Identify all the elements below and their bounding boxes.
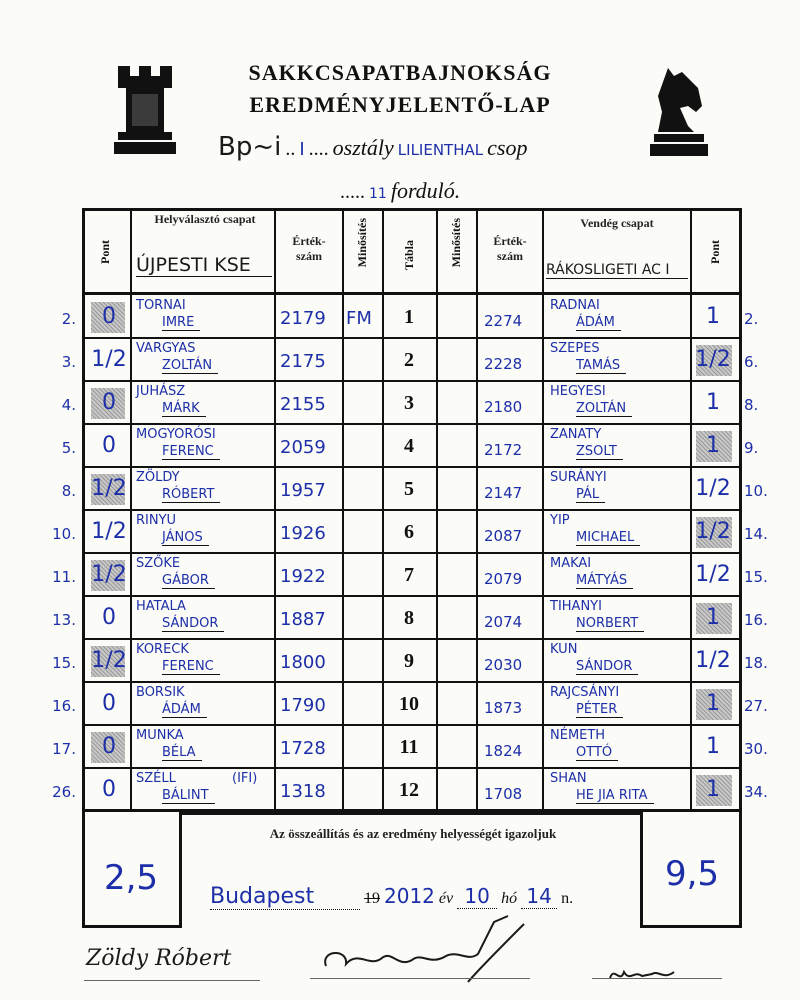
home-player-title: FM — [346, 308, 372, 329]
guest-player-rating: 2074 — [484, 613, 523, 631]
month: 10 — [457, 884, 497, 909]
guest-player-rating: 2274 — [484, 312, 523, 330]
home-rating-header: Érték- szám — [292, 234, 326, 263]
home-player-firstname: SZÉLL — [136, 771, 176, 786]
home-player-firstname: MUNKA — [136, 728, 184, 743]
guest-player-lastname: MICHAEL — [576, 531, 640, 546]
home-player-lastname: RÓBERT — [162, 488, 220, 503]
dots: .. — [285, 138, 296, 160]
home-player-points: 0 — [102, 304, 116, 329]
guest-player-points: 1/2 — [695, 562, 731, 587]
guest-player-firstname: SZEPES — [550, 341, 600, 356]
guest-player-rank: 16. — [744, 611, 768, 629]
home-player-rating: 1957 — [280, 480, 326, 501]
home-player-rating: 1926 — [280, 523, 326, 544]
form-title-line2: EREDMÉNYJELENTŐ-LAP — [249, 92, 551, 117]
home-player-lastname: SÁNDOR — [162, 617, 224, 632]
guest-player-firstname: SHAN — [550, 771, 587, 786]
ho: hó — [501, 890, 518, 907]
guest-player-rank: 2. — [744, 310, 759, 328]
row-divider — [82, 724, 742, 726]
guest-player-rating: 2147 — [484, 484, 523, 502]
guest-player-firstname: ZANATY — [550, 427, 602, 442]
home-player-note: (IFI) — [232, 771, 258, 786]
guest-player-firstname: RADNAI — [550, 298, 600, 313]
guest-player-firstname: MAKAI — [550, 556, 592, 571]
home-player-firstname: RINYU — [136, 513, 177, 528]
home-player-rank: 8. — [61, 482, 76, 500]
home-team-name: ÚJPESTI KSE — [136, 254, 272, 277]
home-player-rank: 5. — [61, 439, 76, 457]
guest-player-lastname: HE JIA RITA — [576, 789, 654, 804]
home-player-points: 1/2 — [91, 347, 127, 372]
guest-player-firstname: RAJCSÁNYI — [550, 685, 620, 700]
round-line — [340, 178, 540, 204]
home-total: 2,5 — [103, 858, 159, 898]
guest-total: 9,5 — [664, 854, 720, 894]
home-player-points: 0 — [102, 691, 116, 716]
row-divider — [82, 337, 742, 339]
guest-player-lastname: MÁTYÁS — [576, 574, 633, 589]
guest-points-header: Pont — [708, 240, 722, 264]
guest-player-rating: 1824 — [484, 742, 523, 760]
guest-player-lastname: PÁL — [576, 488, 605, 503]
board-number: 12 — [399, 779, 419, 801]
home-player-firstname: SZŐKE — [136, 556, 181, 571]
home-title-header: Minősítés — [355, 218, 369, 268]
row-divider — [82, 681, 742, 683]
guest-player-points: 1/2 — [695, 519, 731, 544]
board-number: 9 — [404, 650, 414, 672]
guest-player-lastname: SÁNDOR — [576, 660, 638, 675]
guest-player-firstname: NÉMETH — [550, 728, 606, 743]
guest-player-rank: 18. — [744, 654, 768, 672]
guest-player-rank: 34. — [744, 783, 768, 801]
home-points-header: Pont — [98, 240, 112, 264]
guest-player-rating: 2180 — [484, 398, 523, 416]
board-number: 10 — [399, 693, 419, 715]
dots: ..... — [340, 181, 365, 203]
home-player-rank: 26. — [52, 783, 76, 801]
round-word: forduló. — [390, 178, 461, 203]
year-printed: 19 — [364, 890, 380, 907]
row-divider — [82, 638, 742, 640]
guest-player-points: 1 — [706, 777, 720, 802]
guest-player-rank: 9. — [744, 439, 759, 457]
guest-player-rank: 10. — [744, 482, 768, 500]
guest-player-points: 1 — [706, 734, 720, 759]
guest-player-points: 1 — [706, 605, 720, 630]
guest-player-rank: 30. — [744, 740, 768, 758]
home-player-firstname: JUHÁSZ — [136, 384, 186, 399]
form-title-line1: SAKKCSAPATBAJNOKSÁG — [248, 60, 552, 85]
home-player-rating: 1922 — [280, 566, 326, 587]
year: 2012 — [384, 884, 435, 908]
guest-player-points: 1/2 — [695, 648, 731, 673]
home-player-points: 0 — [102, 605, 116, 630]
city: Budapest — [210, 884, 360, 910]
board-number: 11 — [399, 736, 419, 758]
home-player-firstname: MOGYORÓSI — [136, 427, 216, 442]
board-number: 5 — [404, 478, 414, 500]
home-player-points: 1/2 — [91, 519, 127, 544]
row-divider — [82, 509, 742, 511]
home-player-points: 1/2 — [91, 648, 127, 673]
home-player-rank: 11. — [52, 568, 76, 586]
ev: év — [438, 890, 454, 907]
guest-player-lastname: OTTÓ — [576, 746, 618, 761]
home-player-firstname: BORSIK — [136, 685, 185, 700]
guest-title-header: Minősítés — [449, 218, 463, 268]
guest-player-rating: 2079 — [484, 570, 523, 588]
board-number: 2 — [404, 349, 414, 371]
row-divider — [82, 767, 742, 769]
guest-player-lastname: PÉTER — [576, 703, 623, 718]
guest-team-label: Vendég csapat — [580, 216, 654, 230]
guest-player-rank: 6. — [744, 353, 759, 371]
home-player-lastname: ZOLTÁN — [162, 359, 218, 374]
row-divider — [82, 466, 742, 468]
guest-rating-header: Érték- szám — [493, 234, 527, 263]
row-divider — [82, 423, 742, 425]
guest-player-lastname: ÁDÁM — [576, 316, 621, 331]
board-number: 7 — [404, 564, 414, 586]
guest-player-points: 1 — [706, 433, 720, 458]
guest-player-rank: 27. — [744, 697, 768, 715]
home-player-firstname: ZÖLDY — [136, 470, 180, 485]
board-number: 1 — [404, 306, 414, 328]
home-player-firstname: KORECK — [136, 642, 189, 657]
home-player-rank: 3. — [61, 353, 76, 371]
board-number: 8 — [404, 607, 414, 629]
guest-player-firstname: SURÁNYI — [550, 470, 607, 485]
home-player-firstname: HATALA — [136, 599, 186, 614]
home-player-rank: 13. — [52, 611, 76, 629]
home-player-points: 1/2 — [91, 476, 127, 501]
home-player-lastname: MÁRK — [162, 402, 206, 417]
guest-player-lastname: ZOLTÁN — [576, 402, 632, 417]
board-number: 6 — [404, 521, 414, 543]
guest-player-firstname: HEGYESI — [550, 384, 606, 399]
day: 14 — [521, 884, 557, 909]
board-number: 3 — [404, 392, 414, 414]
home-player-firstname: VARGYAS — [136, 341, 196, 356]
guest-player-firstname: TIHANYI — [550, 599, 602, 614]
home-player-points: 0 — [102, 390, 116, 415]
home-player-rank: 2. — [61, 310, 76, 328]
signature-left: Zöldy Róbert — [86, 946, 232, 971]
guest-player-rating: 2030 — [484, 656, 523, 674]
guest-player-points: 1 — [706, 304, 720, 329]
home-player-rating: 2059 — [280, 437, 326, 458]
home-player-lastname: IMRE — [162, 316, 200, 331]
row-divider — [82, 380, 742, 382]
division-value: I — [299, 139, 305, 160]
home-player-rating: 1887 — [280, 609, 326, 630]
home-player-points: 0 — [102, 777, 116, 802]
division-prefix: Bp~i — [218, 132, 282, 162]
home-player-rating: 2175 — [280, 351, 326, 372]
certify-text: Az összeállítás és az eredmény helyességét igazoljuk — [269, 826, 557, 841]
home-player-points: 1/2 — [91, 562, 127, 587]
board-number: 4 — [404, 435, 414, 457]
home-player-rating: 2155 — [280, 394, 326, 415]
guest-player-firstname: KUN — [550, 642, 578, 657]
guest-player-lastname: TAMÁS — [576, 359, 626, 374]
guest-player-lastname: ZSOLT — [576, 445, 623, 460]
home-player-rank: 17. — [52, 740, 76, 758]
home-player-rank: 10. — [52, 525, 76, 543]
guest-player-rating: 1873 — [484, 699, 523, 717]
home-player-rank: 16. — [52, 697, 76, 715]
round-value: 11 — [369, 186, 387, 202]
home-player-lastname: FERENC — [162, 445, 220, 460]
home-player-lastname: FERENC — [162, 660, 220, 675]
home-player-firstname: TORNAI — [136, 298, 186, 313]
home-team-label: Helyválasztó csapat — [154, 212, 256, 226]
guest-player-points: 1/2 — [695, 476, 731, 501]
guest-player-rating: 2087 — [484, 527, 523, 545]
guest-player-lastname: NORBERT — [576, 617, 644, 632]
guest-player-firstname: YIP — [550, 513, 570, 528]
guest-player-rating: 2172 — [484, 441, 523, 459]
guest-player-points: 1 — [706, 390, 720, 415]
group-value: LILIENTHAL — [397, 141, 484, 159]
guest-player-rank: 14. — [744, 525, 768, 543]
home-player-rank: 15. — [52, 654, 76, 672]
home-player-lastname: BÉLA — [162, 746, 202, 761]
row-divider — [82, 552, 742, 554]
guest-player-points: 1/2 — [695, 347, 731, 372]
home-player-lastname: ÁDÁM — [162, 703, 207, 718]
dots: .... — [308, 138, 329, 160]
home-player-lastname: GÁBOR — [162, 574, 215, 589]
home-player-rating: 1790 — [280, 695, 326, 716]
guest-player-rank: 15. — [744, 568, 768, 586]
home-player-lastname: JÁNOS — [162, 531, 209, 546]
guest-team-name: RÁKOSLIGETI AC I — [546, 262, 688, 279]
home-player-rating: 2179 — [280, 308, 326, 329]
guest-player-rating: 1708 — [484, 785, 523, 803]
home-player-rating: 1800 — [280, 652, 326, 673]
signature-right — [604, 958, 684, 988]
division-word: osztály — [332, 135, 394, 160]
guest-player-rating: 2228 — [484, 355, 523, 373]
home-player-rank: 4. — [61, 396, 76, 414]
home-player-rating: 1728 — [280, 738, 326, 759]
board-header: Tábla — [402, 240, 416, 271]
home-player-points: 0 — [102, 734, 116, 759]
home-player-lastname: BÁLINT — [162, 789, 215, 804]
home-player-rating: 1318 — [280, 781, 326, 802]
guest-player-rank: 8. — [744, 396, 759, 414]
row-divider — [82, 595, 742, 597]
guest-player-points: 1 — [706, 691, 720, 716]
n: n. — [561, 890, 574, 907]
division-line — [218, 132, 638, 162]
home-player-points: 0 — [102, 433, 116, 458]
group-word: csop — [487, 135, 528, 160]
